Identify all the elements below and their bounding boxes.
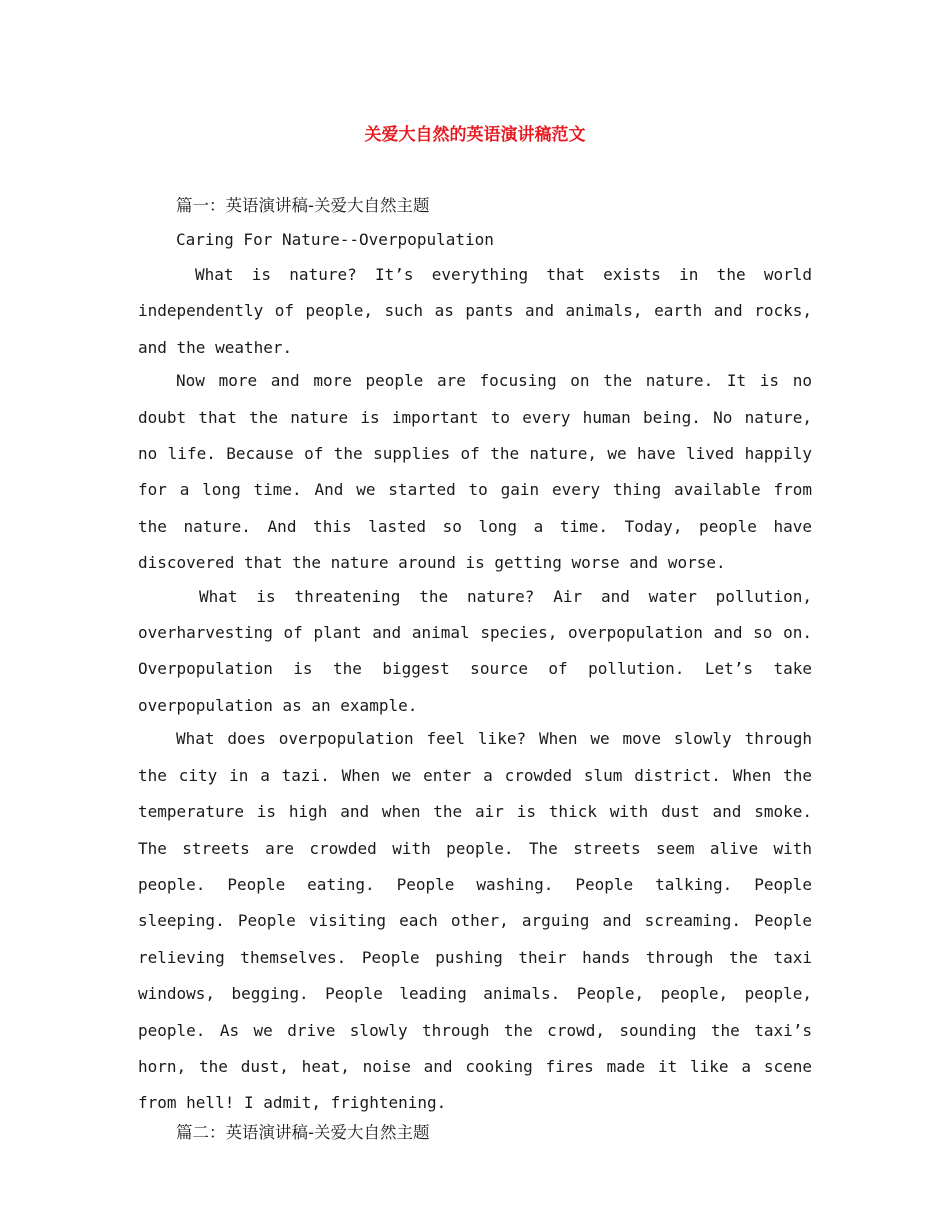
document-body [138,192,812,1153]
section-heading-1: 篇一：英语演讲稿-关爱大自然主题 [176,196,430,215]
section-heading-2: 篇二：英语演讲稿-关爱大自然主题 [176,1122,430,1142]
section-subtitle: Caring For Nature--Overpopulation [176,230,494,249]
paragraph-4: What does overpopulation feel like? When we move slowly through the city in a tazi. When we enter a crowded slum district. When the temperature is high and when the air is thick with dust and smoke. The streets are crowded with people. The streets seem alive with people. People eating. People washing. People talking. People sleeping. People visiting each other, arguing and screaming. People relieving themselves. People pushing their hands through the taxi windows, begging. People leading animals. People, people, people, people. As we drive slowly through the crowd, sounding the taxi’s horn, the dust, heat, noise and cooking fires made it like a scene from hell! I admit, frightening. [138,729,812,1113]
document-title: 关爱大自然的英语演讲稿范文 [364,125,586,145]
paragraph-1: What is nature? It’s everything that exists in the world independently of people, such as pants and animals, earth and rocks, and the weather. [138,265,812,357]
paragraph-3: What is threatening the nature? Air and water pollution, overharvesting of plant and animal species, overpopulation and so on. Overpopulation is the biggest source of pollution. Let’s take overpopulation as an example. [138,586,812,715]
paragraph-2: Now more and more people are focusing on the nature. It is no doubt that the nature is important to every human being. No nature, no life. Because of the supplies of the nature, we have lived happily for a long time. And we started to gain every thing available from the nature. And this lasted so long a time. Today, people have discovered that the nature around is getting worse and worse. [138,371,812,573]
